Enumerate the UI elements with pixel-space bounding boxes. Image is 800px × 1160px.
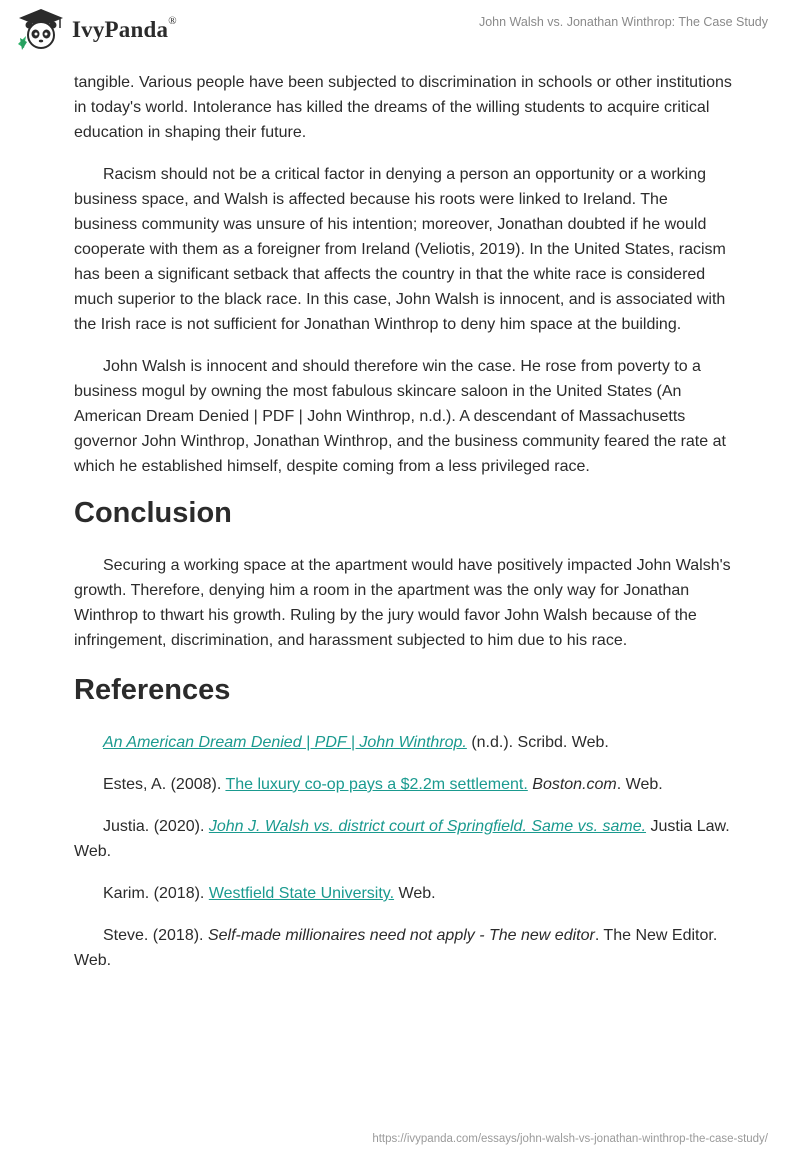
reference-author: Steve. (2018). (103, 927, 208, 944)
reference-author: Estes, A. (2008). (103, 776, 226, 793)
reference-source: Boston.com (532, 776, 617, 793)
reference-author: Justia. (2020). (103, 818, 209, 835)
page-header (0, 0, 800, 70)
document-title: John Walsh vs. Jonathan Winthrop: The Case Study (478, 15, 768, 29)
panda-graduate-icon (16, 8, 66, 52)
reference-item (74, 730, 734, 755)
reference-text: Web. (394, 885, 436, 902)
conclusion-paragraph: Securing a working space at the apartment would have positively impacted John Walsh's growth. Therefore, denying him a room in the apartment was the only way for Jonathan Winthrop to thwart his growth. Ruling by the jury would favor John Walsh because of the infringement, discrimination, and harassment subjected to him due to his race. (74, 557, 731, 649)
reference-suffix: . The New Editor. Web. (74, 927, 718, 969)
footer-url[interactable]: https://ivypanda.com/essays/john-walsh-vs-jonathan-winthrop-the-case-study/ (372, 1133, 768, 1145)
registered-mark: ® (168, 15, 177, 27)
brand-name (72, 17, 177, 43)
paragraph-innocent: John Walsh is innocent and should therefore win the case. He rose from poverty to a business mogul by owning the most fabulous skincare saloon in the United States (An American Dream Denied | PDF | John Winthrop, n.d.). A descendant of Massachusetts governor John Winthrop, Jonathan Winthrop, and the business community feared the rate at which he established himself, despite coming from a less privileged race. (74, 358, 726, 475)
paragraph-continued: tangible. Various people have been subjected to discrimination in schools or other institutions in today's world. Intolerance has killed the dreams of the willing students to acquire critical education in shaping their future. (74, 74, 732, 141)
conclusion-heading: Conclusion (74, 497, 232, 529)
reference-item (74, 814, 734, 864)
reference-link[interactable]: John J. Walsh vs. district court of Springfield. Same vs. same. (208, 818, 647, 835)
paragraph-racism: Racism should not be a critical factor in denying a person an opportunity or a working business space, and Walsh is affected because his roots were linked to Ireland. The business community was unsure of his intention; moreover, Jonathan doubted if he would cooperate with them as a foreigner from Ireland (Veliotis, 2019). In the United States, racism has been a significant setback that affects the country in that the white race is considered much superior to the black race. In this case, John Walsh is innocent, and is associated with the Irish race is not sufficient for Jonathan Winthrop to deny him space at the building. (74, 166, 726, 333)
essay-content (74, 70, 734, 990)
reference-text: Justia Law. Web. (74, 818, 730, 860)
reference-item (74, 923, 734, 973)
reference-text: (n.d.). Scribd. Web. (466, 734, 609, 751)
reference-link[interactable]: Westfield State University. (208, 885, 395, 902)
reference-item (74, 881, 734, 906)
reference-link[interactable]: An American Dream Denied | PDF | John Winthrop. (103, 734, 467, 751)
reference-source: Self-made millionaires need not apply - The new editor (207, 927, 595, 944)
reference-author: Karim. (2018). (103, 885, 209, 902)
reference-item (74, 772, 734, 797)
reference-suffix: . Web. (616, 776, 663, 793)
brand-text: IvyPanda (72, 17, 169, 42)
ivypanda-logo[interactable] (16, 8, 177, 52)
references-heading: References (74, 674, 231, 706)
reference-link[interactable]: The luxury co-op pays a $2.2m settlement. (225, 776, 528, 793)
